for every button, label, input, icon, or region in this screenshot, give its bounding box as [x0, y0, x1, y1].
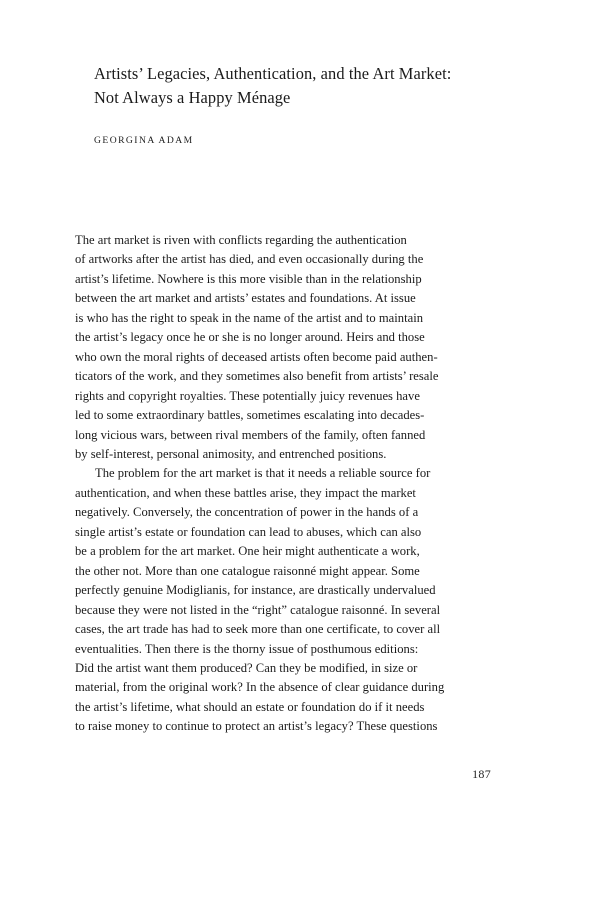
body-line: cases, the art trade has had to seek more than one certificate, to cover all: [75, 622, 441, 637]
body-line: rights and copyright royalties. These potentially juicy revenues have: [75, 388, 420, 403]
body-line: artist’s lifetime. Nowhere is this more visible than in the relationship: [75, 271, 422, 286]
body-line: The art market is riven with conflicts regarding the authentication: [75, 233, 407, 247]
body-line: long vicious wars, between rival members of the family, often fanned: [75, 427, 426, 442]
body-line: perfectly genuine Modiglianis, for instance, are drastically undervalued: [75, 583, 436, 598]
body-line: is who has the right to speak in the name of the artist and to maintain: [75, 310, 424, 325]
author-byline: GEORGINA ADAM: [94, 135, 194, 146]
body-line: who own the moral rights of deceased artists often become paid authen-: [75, 349, 438, 364]
body-line: led to some extraordinary battles, sometimes escalating into decades-: [75, 408, 425, 423]
page-number: 187: [472, 767, 491, 781]
title-block: [94, 62, 494, 109]
body-line: single artist’s estate or foundation can lead to abuses, which can also: [75, 524, 422, 539]
paragraph-1: [75, 231, 491, 464]
body-line: by self-interest, personal animosity, and entrenched positions.: [75, 446, 387, 461]
title-line-1: Artists’ Legacies, Authentication, and the Art Market:: [94, 64, 452, 83]
body-line: of artworks after the artist has died, and even occasionally during the: [75, 252, 424, 267]
body-line: between the art market and artists’ estates and foundations. At issue: [75, 291, 416, 306]
body-line: the other not. More than one catalogue raisonné might appear. Some: [75, 563, 420, 578]
body-line: eventualities. Then there is the thorny issue of posthumous editions:: [75, 641, 419, 656]
paragraph-2: [75, 464, 491, 736]
body-line: negatively. Conversely, the concentration of power in the hands of a: [75, 505, 419, 520]
body-line: ticators of the work, and they sometimes also benefit from artists’ resale: [75, 369, 439, 384]
title-line-2: Not Always a Happy Ménage: [94, 87, 291, 107]
body-line: the artist’s lifetime, what should an estate or foundation do if it needs: [75, 699, 425, 714]
body-line: The problem for the art market is that it needs a reliable source for: [95, 466, 431, 481]
body-line: material, from the original work? In the absence of clear guidance during: [75, 680, 445, 695]
body-line: the artist’s legacy once he or she is no longer around. Heirs and those: [75, 330, 425, 345]
body-line: to raise money to continue to protect an artist’s legacy? These questions: [75, 719, 438, 734]
page-title: [94, 62, 494, 109]
body-line: because they were not listed in the “right” catalogue raisonné. In several: [75, 602, 441, 617]
article-body: [75, 231, 491, 737]
body-line: Did the artist want them produced? Can they be modified, in size or: [75, 660, 418, 675]
body-line: be a problem for the art market. One heir might authenticate a work,: [75, 544, 420, 559]
body-line: authentication, and when these battles arise, they impact the market: [75, 485, 416, 500]
